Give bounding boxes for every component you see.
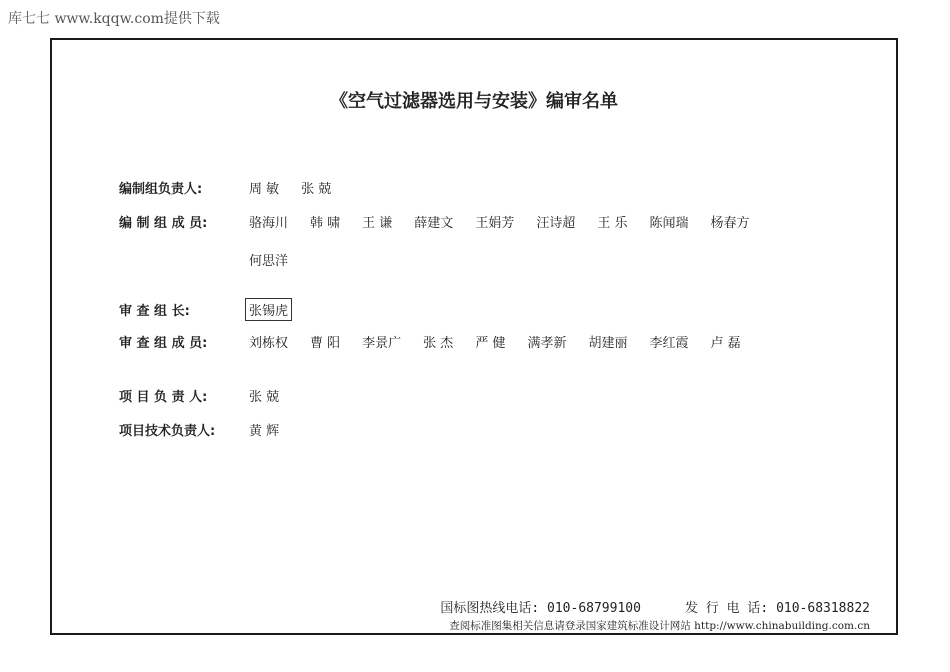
person-name: 胡建丽 <box>588 336 628 351</box>
person-name: 杨春方 <box>710 216 750 231</box>
person-name: 骆海川 <box>249 216 289 231</box>
document-frame <box>50 38 898 635</box>
person-name: 刘栋权 <box>249 336 289 351</box>
footer-phones <box>440 597 870 616</box>
row-label: 项 目 负 责 人: <box>119 390 208 405</box>
person-name: 曹 阳 <box>310 336 341 351</box>
person-name: 黄 辉 <box>249 424 280 439</box>
row-review-members <box>119 332 763 351</box>
person-name: 张 兢 <box>249 390 280 405</box>
footer-website: 查阅标准图集相关信息请登录国家建筑标准设计网站 http://www.chinabuilding.com.cn <box>449 620 870 632</box>
person-name: 李红霞 <box>649 336 689 351</box>
person-name: 何思洋 <box>249 254 289 269</box>
person-name: 张锡虎 <box>245 298 292 321</box>
person-name: 薛建文 <box>414 216 454 231</box>
person-name: 张 兢 <box>301 182 332 197</box>
row-label: 编制组负责人: <box>119 182 203 197</box>
person-name: 周 敏 <box>249 182 280 197</box>
person-name: 陈闻瑞 <box>649 216 689 231</box>
row-label: 项目技术负责人: <box>119 424 216 439</box>
row-compile-lead <box>119 178 353 197</box>
person-name: 严 健 <box>475 336 506 351</box>
watermark-text: 库七七 www.kqqw.com提供下载 <box>8 11 220 27</box>
issue-phone-text: 发 行 电 话: 010-68318822 <box>684 601 870 616</box>
person-name: 张 杰 <box>423 336 454 351</box>
row-project-lead <box>119 386 301 405</box>
row-review-lead <box>119 298 314 321</box>
row-tech-lead <box>119 420 301 439</box>
row-label: 审 查 组 成 员: <box>119 336 208 351</box>
row-label: 编 制 组 成 员: <box>119 216 208 231</box>
person-name: 卢 磊 <box>710 336 741 351</box>
person-name: 王 乐 <box>597 216 628 231</box>
person-name: 汪诗超 <box>536 216 576 231</box>
row-label: 审 查 组 长: <box>119 304 190 319</box>
person-name: 满孝新 <box>527 336 567 351</box>
row-compile-members <box>119 212 772 231</box>
person-name: 李景广 <box>362 336 402 351</box>
page-title: 《空气过滤器选用与安装》编审名单 <box>330 91 618 112</box>
person-name: 王娟芳 <box>475 216 515 231</box>
person-name: 韩 啸 <box>310 216 341 231</box>
hotline-text: 国标图热线电话: 010-68799100 <box>440 601 641 616</box>
person-name: 王 谦 <box>362 216 393 231</box>
